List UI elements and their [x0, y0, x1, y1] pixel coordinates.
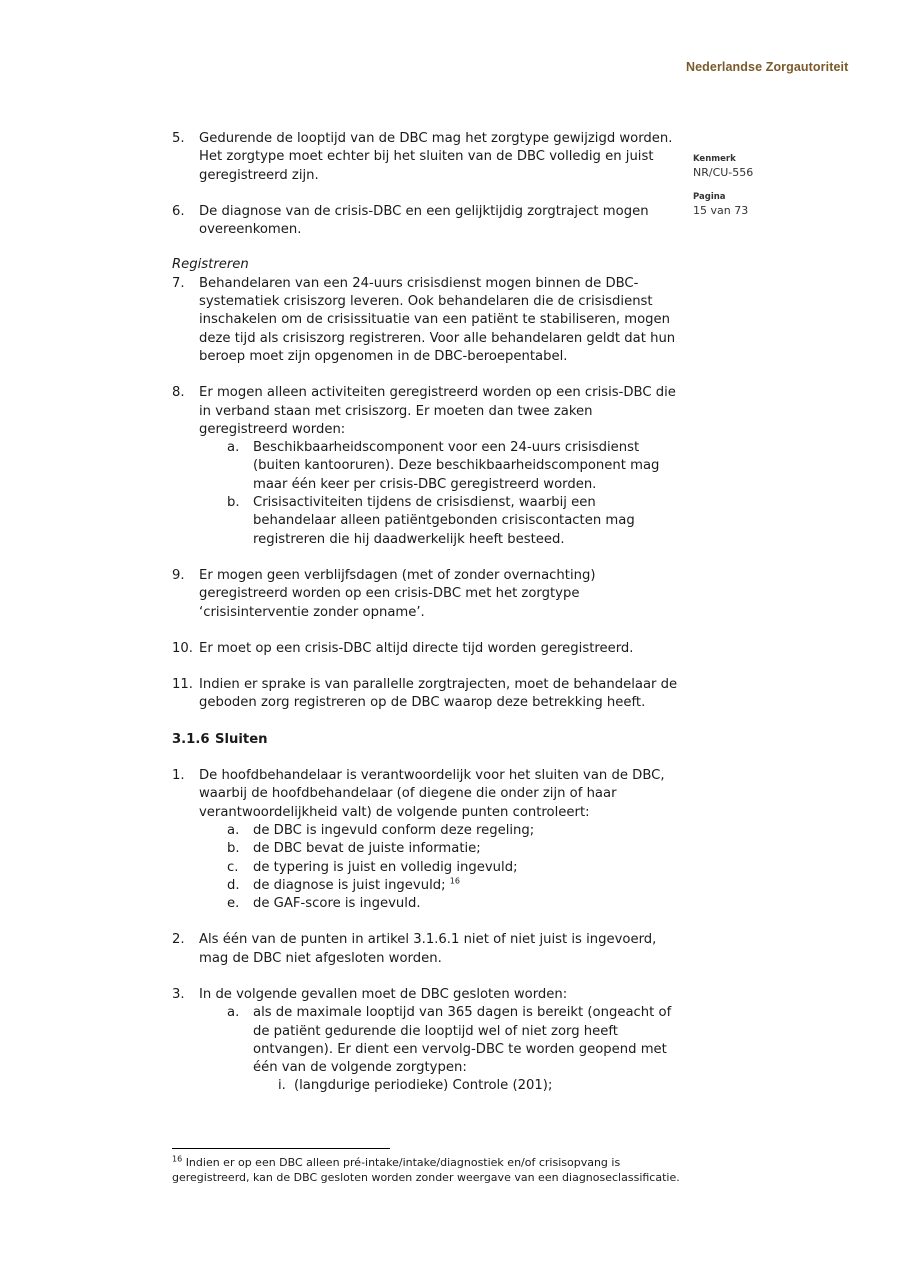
- item-text: Er moet op een crisis-DBC altijd directe tijd worden geregistreerd.: [199, 640, 634, 656]
- sub-sub-item-text: (langdurige periodieke) Controle (201);: [294, 1078, 553, 1094]
- sub-item-letter: c.: [227, 859, 239, 875]
- item-text: Indien er sprake is van parallelle zorgtrajecten, moet de behandelaar de geboden zorg registreren op de DBC waarop deze betrekking heeft.: [199, 677, 678, 711]
- item-number: 7.: [172, 275, 185, 291]
- sub-sub-item-numeral: i.: [278, 1078, 286, 1094]
- sub-item-letter: a.: [227, 1005, 240, 1021]
- sub-list-item: [199, 895, 682, 913]
- sub-item-text: de typering is juist en volledig ingevuld;: [253, 859, 518, 875]
- section-heading: [172, 731, 682, 749]
- pagina-value: 15 van 73: [693, 204, 749, 217]
- pagina-block: [693, 190, 748, 218]
- sub-item-letter: b.: [227, 495, 240, 511]
- pagina-label: Pagina: [693, 192, 726, 202]
- sub-list-item: [199, 859, 682, 877]
- footnote-text: Indien er op een DBC alleen pré-intake/intake/diagnostiek en/of crisisopvang is geregistreerd, kan de DBC gesloten worden zonder weergave van een diagnoseclassificatie.: [172, 1156, 680, 1184]
- list-item: [172, 130, 682, 185]
- sub-item-letter: b.: [227, 841, 240, 857]
- sub-list-item: [199, 840, 682, 858]
- sub-item-text: Beschikbaarheidscomponent voor een 24-uurs crisisdienst (buiten kantooruren). Deze beschikbaarheidscomponent mag maar één keer per crisis-DBC geregistreerd worden.: [253, 440, 660, 492]
- footnote: [172, 1155, 682, 1185]
- item-number: 5.: [172, 131, 185, 146]
- sub-item-letter: a.: [227, 440, 240, 456]
- list-item: [172, 567, 682, 622]
- sub-item-text: de GAF-score is ingevuld.: [253, 896, 421, 912]
- sub-list-item: [199, 439, 682, 494]
- list-item: [172, 640, 682, 658]
- sub-item-letter: a.: [227, 822, 240, 838]
- kenmerk-label: Kenmerk: [693, 154, 736, 164]
- item-number: 8.: [172, 385, 185, 401]
- list-item: [172, 767, 682, 822]
- section-title: Sluiten: [215, 731, 268, 747]
- item-text: Gedurende de looptijd van de DBC mag het zorgtype gewijzigd worden. Het zorgtype moet echter bij het sluiten van de DBC volledig en juist geregistreerd zijn.: [199, 131, 673, 183]
- sub-item-text: de DBC bevat de juiste informatie;: [253, 841, 481, 857]
- sub-list-item: [199, 494, 682, 549]
- item-text: De hoofdbehandelaar is verantwoordelijk voor het sluiten van de DBC, waarbij de hoofdbehandelaar (of diegene die onder zijn of haar verantwoordelijkheid valt) de volgende punten controleert:: [199, 768, 665, 820]
- item-number: 2.: [172, 932, 185, 948]
- kenmerk-value: NR/CU-556: [693, 166, 754, 179]
- item-number: 3.: [172, 986, 185, 1002]
- list-item: [172, 275, 682, 366]
- sub-list-item: [199, 877, 682, 895]
- footnote-reference[interactable]: 16: [449, 876, 460, 886]
- item-text: De diagnose van de crisis-DBC en een gelijktijdig zorgtraject mogen overeenkomen.: [199, 203, 649, 238]
- item-text: In de volgende gevallen moet de DBC gesloten worden:: [199, 986, 568, 1002]
- document-body: [172, 130, 682, 1096]
- sub-item-text: als de maximale looptijd van 365 dagen is bereikt (ongeacht of de patiënt gedurende die looptijd wel of niet zorg heeft ontvangen). Er dient een vervolg-DBC te worden geopend met één van de volgende zorgtypen:: [253, 1005, 672, 1076]
- item-number: 11.: [172, 677, 193, 693]
- sub-item-text: de DBC is ingevuld conform deze regeling;: [253, 822, 535, 838]
- item-text: Er mogen alleen activiteiten geregistreerd worden op een crisis-DBC die in verband staan met crisiszorg. Er moeten dan twee zaken geregistreerd worden:: [199, 385, 676, 437]
- sub-item-text: Crisisactiviteiten tijdens de crisisdienst, waarbij een behandelaar alleen patiëntgebonden crisiscontacten mag registreren die hij daadwerkelijk heeft besteed.: [253, 495, 635, 547]
- subheading: Registreren: [172, 257, 249, 273]
- item-number: 6.: [172, 203, 185, 219]
- item-text: Als één van de punten in artikel 3.1.6.1 niet of niet juist is ingevoerd, mag de DBC niet afgesloten worden.: [199, 932, 657, 966]
- sub-item-letter: d.: [227, 877, 240, 893]
- list-item: [172, 384, 682, 439]
- sub-list-item: [199, 1004, 682, 1077]
- sub-sub-list-item: [172, 1077, 682, 1095]
- item-text: Er mogen geen verblijfsdagen (met of zonder overnachting) geregistreerd worden op een crisis-DBC met het zorgtype ‘crisisinterventie zonder opname’.: [199, 567, 596, 620]
- kenmerk-block: [693, 152, 753, 180]
- section-number: 3.1.6: [172, 731, 210, 747]
- list-item: [172, 986, 682, 1004]
- list-item: [172, 676, 682, 713]
- sub-list-item: [199, 822, 682, 840]
- footnote-number: 16: [172, 1154, 183, 1164]
- list-item: [172, 931, 682, 968]
- item-text: Behandelaren van een 24-uurs crisisdienst mogen binnen de DBC-systematiek crisiszorg leveren. Ook behandelaren die de crisisdienst inschakelen om de crisissituatie van een patiënt te stabiliseren, mogen deze tijd als crisiszorg registreren. Voor alle behandelaren geldt dat hun beroep moet zijn opgenomen in de DBC-beroepentabel.: [199, 275, 676, 364]
- sub-item-text: de diagnose is juist ingevuld;: [253, 877, 446, 893]
- item-number: 9.: [172, 567, 185, 583]
- item-number: 1.: [172, 768, 185, 784]
- sub-item-letter: e.: [227, 896, 240, 912]
- organization-name: Nederlandse Zorgautoriteit: [686, 60, 849, 74]
- item-number: 10.: [172, 640, 193, 656]
- list-item: [172, 203, 682, 240]
- footnote-divider: [172, 1148, 390, 1149]
